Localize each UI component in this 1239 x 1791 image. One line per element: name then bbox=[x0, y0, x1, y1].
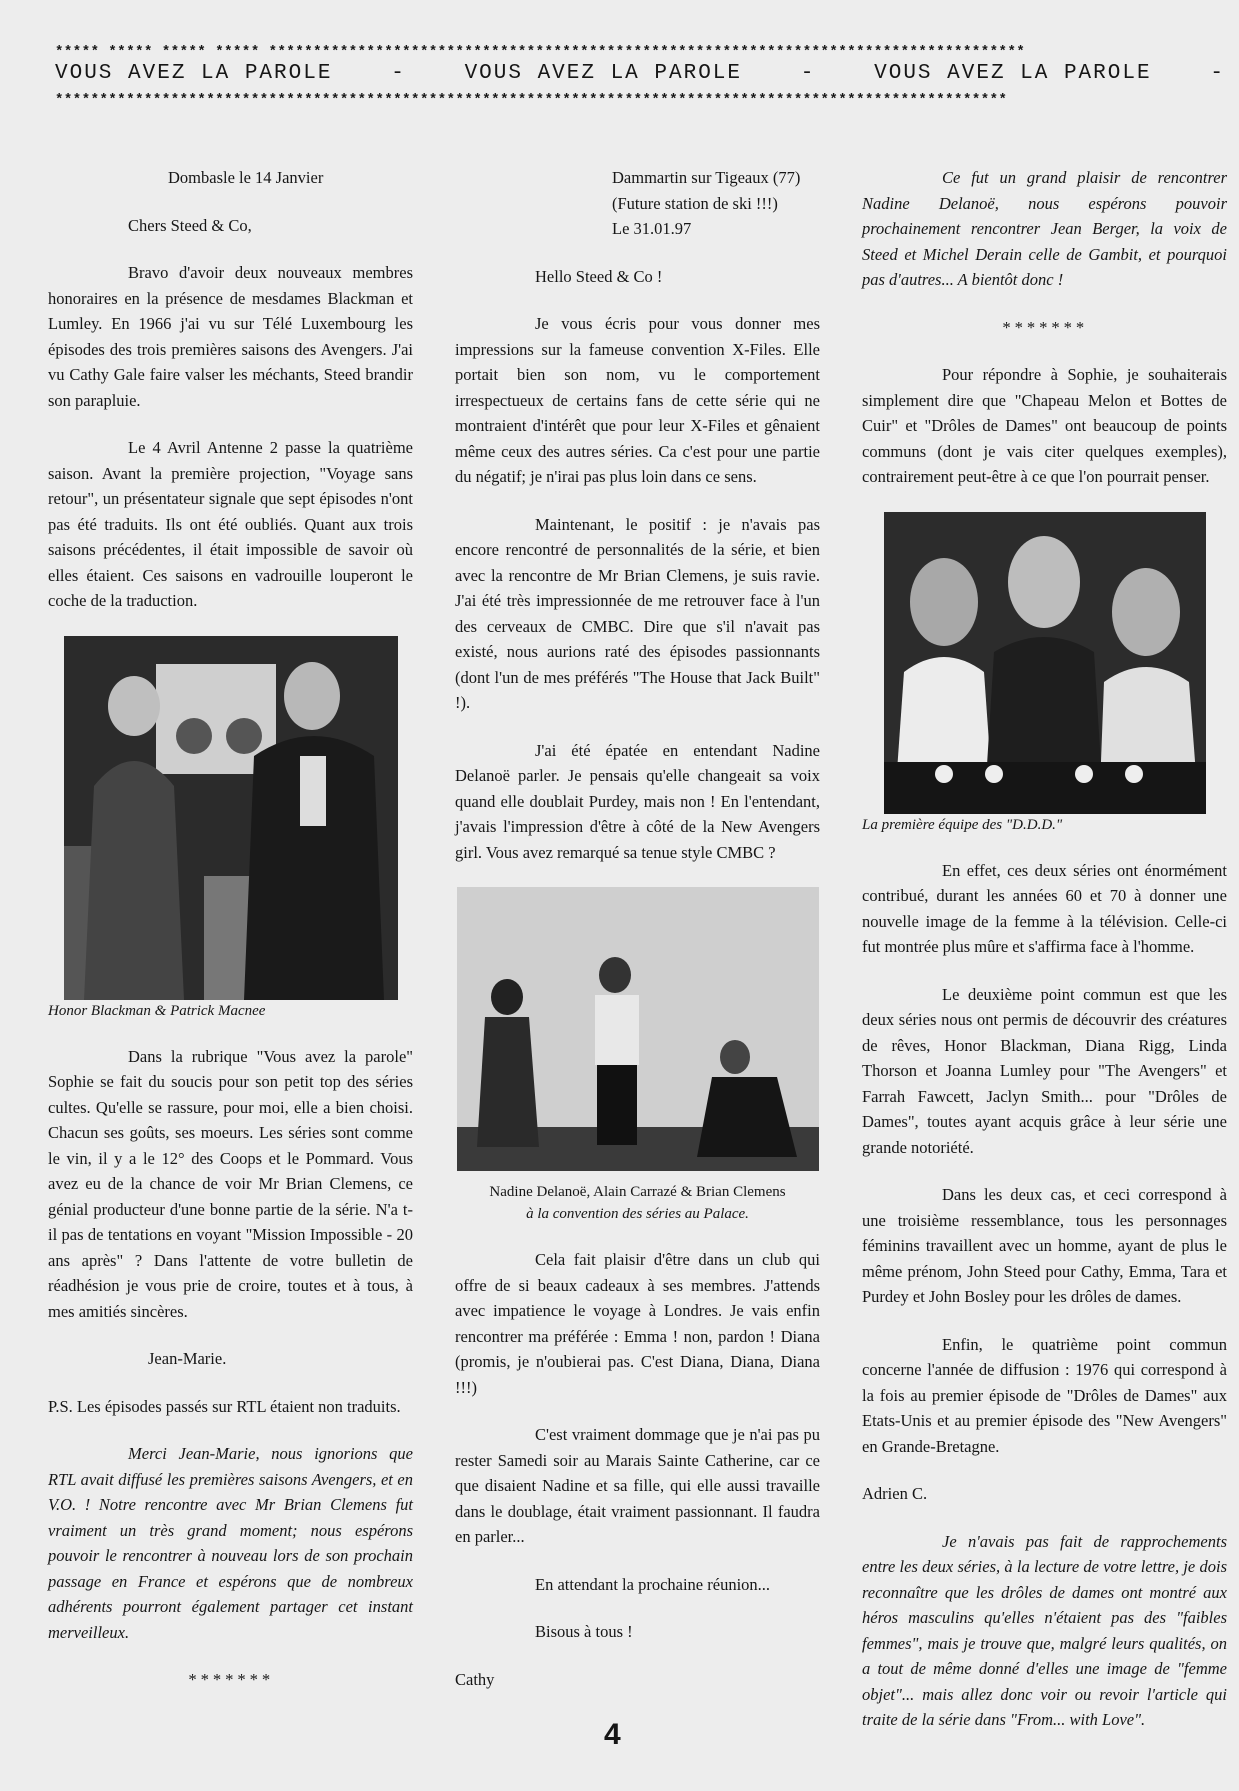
paragraph: Pour répondre à Sophie, je souhaiterais simplement dire que "Chapeau Melon et Bottes de Cuir" et "Drôles de Dames" ont beaucoup de points communs (dont je vais citer quelques exemples), contrairement peut-être à ce que l'on pourrait penser. bbox=[862, 365, 1227, 486]
paragraph: Dans les deux cas, et ceci correspond à une troisième ressemblance, tous les personnages féminins travaillent avec un homme, ayant de plus le même prénom, John Steed pour Cathy, Emma, Tara et Purdey et John Bosley pour les drôles de dames. bbox=[862, 1185, 1227, 1306]
photo-caption: La première équipe des "D.D.D." bbox=[862, 816, 1063, 833]
header-stars-top: ***** ***** ***** ***** ************************************************************************************* bbox=[55, 44, 1026, 60]
title-part: VOUS AVEZ LA PAROLE bbox=[55, 62, 333, 85]
letter-column-3 bbox=[862, 165, 1227, 1755]
photo-charlies-angels bbox=[884, 512, 1206, 814]
photo-blackman-macnee bbox=[64, 636, 398, 1000]
paragraph: Enfin, le quatrième point commun concerne l'année de diffusion : 1976 qui correspond à la fois au premier épisode de "Drôles de Dames" aux Etats-Unis et au premier épisode des "New Avengers" en Grande-Bretagne. bbox=[862, 1334, 1227, 1456]
place-date-line: Le 31.01.97 bbox=[612, 219, 692, 238]
photo-image bbox=[64, 636, 398, 1000]
place-date: Dombasle le 14 Janvier bbox=[168, 168, 324, 187]
postscript: P.S. Les épisodes passés sur RTL étaient non traduits. bbox=[48, 1396, 401, 1416]
page-number: 4 bbox=[604, 1718, 621, 1751]
place-date-line: (Future station de ski !!!) bbox=[612, 193, 778, 213]
editor-reply: Je n'avais pas fait de rapprochements entre les deux séries, à la lecture de votre lettre, je dois reconnaître que les drôles de dames ont montré aux héros masculins qu'elles n'étaient pas des "faibles femmes", mais je trouve que, malgré leurs qualités, on a tout de même donné d'elles une image de "femme objet"... mais allez donc voir ou revoir l'article qui traite de la série dans "From... with Love". bbox=[862, 1531, 1227, 1729]
header-stars-bottom: *********************************************************************************************************** bbox=[55, 92, 1008, 108]
separator: ******* bbox=[1001, 317, 1088, 337]
signature: Jean-Marie. bbox=[148, 1349, 227, 1368]
paragraph: C'est vraiment dommage que je n'ai pas pu rester Samedi soir au Marais Sainte Catherine, car ce que disaient Nadine et sa fille, qui elle aussi travaille dans le doublage, était vraiment passionnant. Il faudra en parler... bbox=[455, 1425, 820, 1546]
caption-line: Nadine Delanoë, Alain Carrazé & Brian Clemens bbox=[489, 1184, 786, 1200]
photo-caption bbox=[455, 1181, 820, 1225]
editor-note: Ce fut un grand plaisir de rencontrer Nadine Delanoë, nous espérons pouvoir prochainement rencontrer Jean Berger, la voix de Steed et Michel Derain celle de Gambit, et pourquoi pas d'autres... A bientôt donc ! bbox=[862, 168, 1227, 289]
paragraph: J'ai été épatée en entendant Nadine Delanoë parler. Je pensais qu'elle changeait sa voix quand elle doublait Purdey, mais non ! En l'entendant, j'avais l'impression d'être à côté de la New Avengers girl. Vous avez remarqué sa tenue style CMBC ? bbox=[455, 740, 820, 862]
letter-column-2 bbox=[455, 165, 820, 1714]
paragraph: Maintenant, le positif : je n'avais pas encore rencontré de personnalités de la série, et bien avec la rencontre de Mr Brian Clemens, je suis ravie. J'ai été très impressionnée de me retrouver face à l'un des cerveaux de CMBC. Dire que s'il n'avait pas existé, nous aurions raté des épisodes passionnants (dont l'un de mes préférés "The House that Jack Built" !). bbox=[455, 514, 820, 712]
place-date-line: Dammartin sur Tigeaux (77) bbox=[612, 168, 801, 187]
title-dash: - bbox=[800, 62, 816, 85]
section-title bbox=[55, 62, 1225, 85]
greeting: Hello Steed & Co ! bbox=[535, 266, 663, 286]
paragraph: Bravo d'avoir deux nouveaux membres honoraires en la présence de mesdames Blackman et Lumley. En 1966 j'ai vu sur Télé Luxembourg les épisodes des trois premières saisons des Avengers. J'ai vu Cathy Gale faire valser les méchants, Steed brandir son parapluie. bbox=[48, 263, 413, 410]
paragraph: Le 4 Avril Antenne 2 passe la quatrième saison. Avant la première projection, "Voyage sans retour", un présentateur signale que sept épisodes n'ont pas été traduits. Ils ont été oubliés. Quant aux trois saisons précédentes, il était impossible de savoir où elles étaient. Ces saisons en vadrouille louperont le coche de la traduction. bbox=[48, 438, 413, 610]
paragraph: En effet, ces deux séries ont énormément contribué, durant les années 60 et 70 à donner une nouvelle image de la femme à la télévision. Celle-ci fut montrée plus mûre et s'affirma face à l'homme. bbox=[862, 860, 1227, 956]
greeting: Chers Steed & Co, bbox=[128, 215, 252, 235]
paragraph: Je vous écris pour vous donner mes impressions sur la fameuse convention X-Files. Elle portait bien son nom, vu le comportement irrespectueux de certains fans de cette série qui ne montraient d'intérêt que pour leur X-Files et gênaient même ceux des autres séries. Ca c'est pour une partie du négatif; je n'irai pas plus loin dans ce sens. bbox=[455, 314, 820, 486]
photo-convention bbox=[457, 887, 819, 1171]
caption-line: à la convention des séries au Palace. bbox=[526, 1206, 749, 1222]
paragraph: Le deuxième point commun est que les deux séries nous ont permis de découvrir des créatures de rêves, Honor Blackman, Diana Rigg, Linda Thorson et Joanna Lumley pour "The Avengers" et Farrah Fawcett, Jaclyn Smith... pour "Drôles de Dames", toutes ayant acquis grâce à leur série une grande notoriété. bbox=[862, 984, 1227, 1157]
paragraph: En attendant la prochaine réunion... bbox=[535, 1574, 771, 1594]
paragraph: Bisous à tous ! bbox=[535, 1622, 633, 1641]
paragraph: Cela fait plaisir d'être dans un club qui offre de si beaux cadeaux à ses membres. J'attends avec impatience le voyage à Londres. Je vais enfin rencontrer ma préférée : Emma ! non, pardon ! Diana (promis, je n'oubierai pas. C'est Diana, Diana, Diana !!!) bbox=[455, 1250, 820, 1397]
letter-column-1 bbox=[48, 165, 413, 1715]
photo-image bbox=[884, 512, 1206, 814]
paragraph: Dans la rubrique "Vous avez la parole" Sophie se fait du soucis pour son petit top des séries cultes. Qu'elle se rassure, pour moi, elle a bien choisi. Chacun ses goûts, ses moeurs. Les séries sont comme le vin, il y a le 12° des Coops et le Pommard. Vous avez eu de la chance de voir Mr Brian Clemens, ce génial producteur d'une bonne partie de la série. N'a t-il pas de tentations en voyant "Mission Impossible - 20 ans après" ? Dans l'attente de votre bulletin de réadhésion je vous prie de croire, toutes et à tous, à mes amitiés sincères. bbox=[48, 1046, 413, 1321]
title-part: VOUS AVEZ LA PAROLE bbox=[464, 62, 743, 85]
editor-reply: Merci Jean-Marie, nous ignorions que RTL avait diffusé les premières saisons Avengers, et en V.O. ! Notre rencontre avec Mr Brian Clemens fut vraiment un très grand moment; nous espérons pouvoir le rencontrer à nouveau lors de son prochain passage en France et espérons que de nombreux adhérents pourront également partager cet instant merveilleux. bbox=[48, 1444, 413, 1642]
title-part: VOUS AVEZ LA PAROLE bbox=[874, 62, 1152, 85]
title-dash: - bbox=[1210, 62, 1225, 85]
separator: ******* bbox=[187, 1670, 274, 1689]
place-date-block bbox=[455, 165, 820, 242]
photo-caption: Honor Blackman & Patrick Macnee bbox=[48, 1002, 266, 1019]
photo-image bbox=[457, 887, 819, 1171]
title-dash: - bbox=[391, 62, 406, 85]
signature: Adrien C. bbox=[862, 1484, 928, 1503]
signature: Cathy bbox=[455, 1669, 495, 1689]
